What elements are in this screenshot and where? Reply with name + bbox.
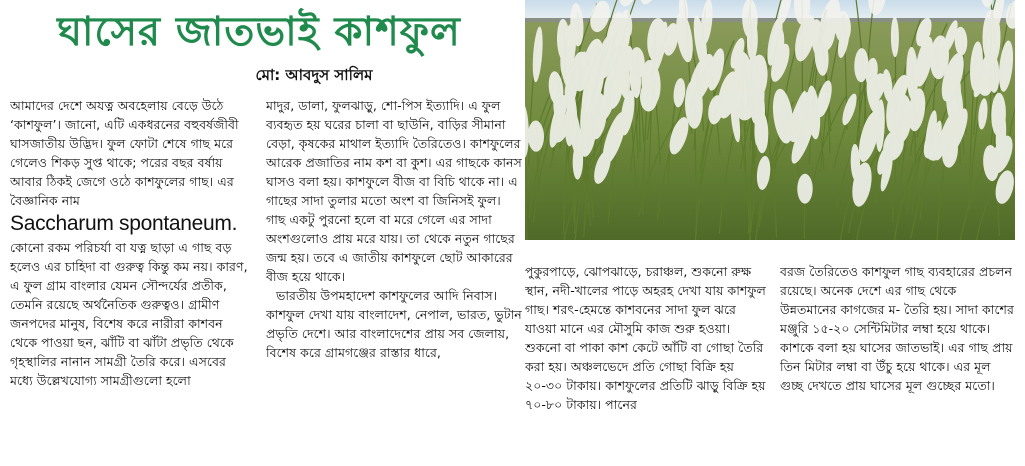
headline: ঘাসের জাতভাই কাশফুল <box>57 9 461 55</box>
col2-paragraph-2: ভারতীয় উপমহাদেশ কাশফুলের আদি নিবাস। কাশফুল দেখা যায় বাংলাদেশ, নেপাল, ভারত, ভুটান প্রভৃতি দেশে। আর বাংলাদেশের প্রায় সব জেলায়, বিশেষ করে গ্রামগঞ্জের রাস্তার ধারে, <box>266 288 522 360</box>
article-column-2 <box>266 96 522 466</box>
article-column-1 <box>10 96 250 466</box>
col3-paragraph-1: পুকুরপাড়ে, ঝোপঝাড়ে, চরাঞ্চল, শুকনো রুক্ষ স্থান, নদী-খালের পাড়ে অহরহ দেখা যায় কাশফুল গাছ। শরৎ-হেমন্তে কাশবনের সাদা ফুল ঝরে যাওয়া মানে এর মৌসুমি কাজ শুরু হওয়া। শুকনো বা পাকা কাশ কেটে আঁটি বা গোছা তৈরি করা হয়। অঞ্চলভেদে প্রতি গোছা বিক্রি হয় ২০-৩০ টাকায়। কাশফুলের প্রতিটি ঝাড়ু বিক্রি হয় ৭০-৮০ টাকায়। পানের <box>525 264 766 412</box>
col4-paragraph-1: বরজ তৈরিতেও কাশফুল গাছ ব্যবহারের প্রচলন রয়েছে। অনেক দেশে এর গাছ থেকে উন্নতমানের কাগজের ম- তৈরি হয়। সাদা কাশের মঞ্জুরি ১৫-২০ সেন্টিমিটার লম্বা হয়ে থাকে। কাশকে বলা হয় ঘাসের জাতভাই। এর গাছ প্রায় তিন মিটার লম্বা বা উঁচু হয়ে থাকে। এর মূল গুচ্ছ দেখতে প্রায় ঘাসের মূল গুচ্ছের মতো। <box>780 264 1014 393</box>
article-column-3 <box>525 262 769 466</box>
col1-paragraph-1: আমাদের দেশে অযত্ন অবহেলায় বেড়ে উঠে ‘কাশফুল’। জানো, এটি একধরনের বহুবর্ষজীবী ঘাসজাতীয় উদ্ভিদ। ফুল ফোটা শেষে গাছ মরে গেলেও শিকড় সুপ্ত থাকে; পরের বছর বর্ষায় আবার ঠিকই জেগে ওঠে কাশফুলের গাছ। এর বৈজ্ঞানিক নাম <box>10 98 239 208</box>
col1-paragraph-2: কোনো রকম পরিচর্যা বা যত্ন ছাড়া এ গাছ বড় হলেও এর চাহিদা বা গুরুত্ব কিন্তু কম নয়। কারণ, এ ফুল গ্রাম বাংলার যেমন সৌন্দর্যের প্রতীক, তেমনি রয়েছে অর্থনৈতিক গুরুত্বও। গ্রামীণ জনপদের মানুষ, বিশেষ করে নারীরা কাশবন থেকে পাওয়া ছন, ঝাঁটি বা ঝাঁটা প্রভৃতি থেকে গৃহস্থালির নানান সামগ্রী তৈরি করে। এসবের মধ্যে উল্লেখযোগ্য সামগ্রীগুলো হলো <box>10 240 248 388</box>
kashful-photo-icon <box>525 0 1015 240</box>
kashful-grass-photo <box>525 0 1015 240</box>
scientific-name: Saccharum spontaneum. <box>10 212 238 235</box>
col2-paragraph-1: মাদুর, ডালা, ফুলঝাড়ু, শো-পিস ইত্যাদি। এ ফুল ব্যবহৃত হয় ঘরের চালা বা ছাউনি, বাড়ির সীমানা বেড়া, কৃষকের মাথাল ইত্যাদি তৈরিতেও। কাশফুলের আরেক প্রজাতির নাম কশ বা কুশ। এর গাছকে কানস ঘাসও বলা হয়। কাশফুলে বীজ বা বিচি থাকে না। এ গাছের সাদা তুলার মতো অংশ বা জিনিসই ফুল। গাছ একটু পুরনো হলে বা মরে গেলে এর সাদা অংশগুলোও প্রায় মরে যায়। তা থেকে নতুন গাছের জন্ম হয়। তবে এ জাতীয় কাশফুলে ছোট আকারের বীজ হয়ে থাকে। <box>266 98 522 284</box>
byline: মো: আবদুস সালিম <box>255 66 373 84</box>
article-column-4 <box>780 262 1015 466</box>
